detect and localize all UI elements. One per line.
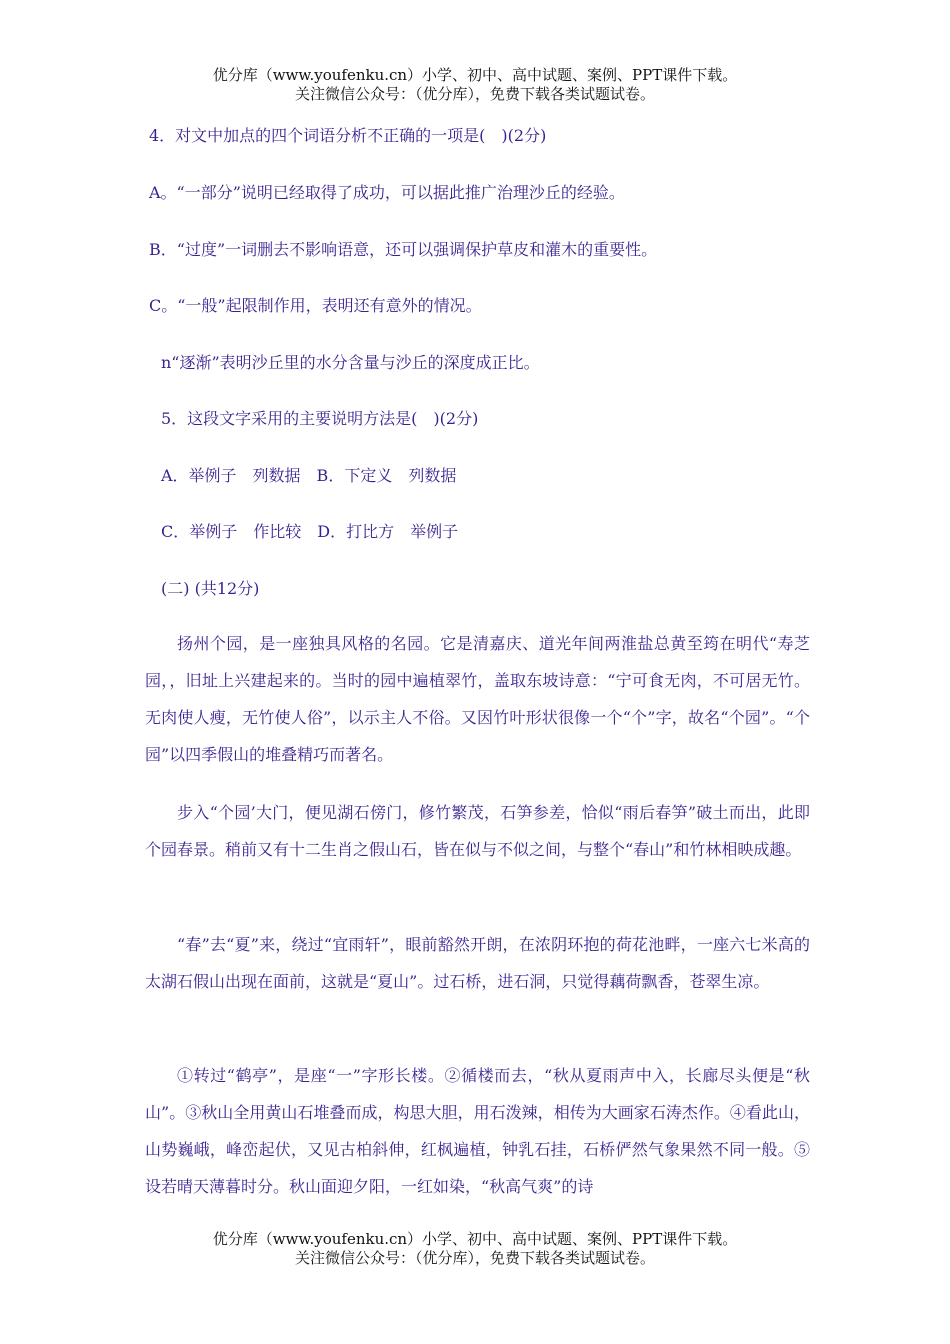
header-line-1: 优分库（www.youfenku.cn）小学、初中、高中试题、案例、PPT课件下载。 — [212, 66, 738, 84]
question-5-options-cd: C．举例子 作比较 D．打比方 举例子 — [161, 522, 459, 541]
question-4-option-a: A。“一部分”说明已经取得了成功，可以据此推广治理沙丘的经验。 — [149, 183, 625, 202]
footer-line-2: 关注微信公众号：（优分库），免费下载各类试题试卷。 — [294, 1249, 655, 1267]
question-4-option-d: n“逐渐”表明沙丘里的水分含量与沙丘的深度成正比。 — [161, 353, 540, 372]
footer-line-1: 优分库（www.youfenku.cn）小学、初中、高中试题、案例、PPT课件下载。 — [212, 1230, 738, 1248]
section-2-title: (二) (共12分) — [161, 579, 260, 598]
page-header — [0, 66, 950, 104]
passage-paragraph-2: 步入“个园’大门，便见湖石傍门，修竹繁茂，石笋参差，恰似“雨后春笋”破土而出，此即个园春景。稍前又有十二生肖之假山石，皆在似与不似之间，与整个“春山”和竹林相映成趣。 — [145, 803, 810, 859]
passage-paragraph-3: “春”去“夏”来，绕过“宜雨轩”，眼前豁然开朗，在浓阴环抱的荷花池畔，一座六七米高的太湖石假山出现在面前，这就是“夏山”。过石桥，进石洞，只觉得藕荷飘香，苍翠生凉。 — [145, 935, 810, 991]
question-4-stem: 4．对文中加点的四个词语分析不正确的一项是( )(2分) — [149, 126, 547, 145]
passage-paragraph-1: 扬州个园，是一座独具风格的名园。它是清嘉庆、道光年间两淮盐总黄至筠在明代“寿芝园，，旧址上兴建起来的。当时的园中遍植翠竹，盖取东坡诗意：“宁可食无肉，不可居无竹。无肉使人瘦，无竹使人俗”，以示主人不俗。又因竹叶形状很像一个“个”字，故名“个园”。“个园”以四季假山的堆叠精巧而著名。 — [145, 634, 810, 764]
question-5-stem: 5．这段文字采用的主要说明方法是( )(2分) — [161, 409, 479, 428]
header-line-2: 关注微信公众号：（优分库），免费下载各类试题试卷。 — [294, 85, 655, 103]
question-4-option-b: B．“过度”一词删去不影响语意，还可以强调保护草皮和灌木的重要性。 — [149, 240, 658, 259]
page-footer — [0, 1230, 950, 1268]
passage-paragraph-4: ①转过“鹤亭”，是座“一”字形长楼。②循楼而去，“秋从夏雨声中入，长廊尽头便是“秋山”。③秋山全用黄山石堆叠而成，构思大胆，用石泼辣，相传为大画家石涛杰作。④看此山，山势巍峨，峰峦起伏，又见古柏斜伸，红枫遍植，钟乳石挂，石桥俨然气象果然不同一般。⑤设若晴天薄暮时分。秋山面迎夕阳，一红如染，“秋高气爽”的诗 — [145, 1066, 810, 1196]
question-5-options-ab: A．举例子 列数据 B．下定义 列数据 — [161, 466, 457, 485]
question-4-option-c: C。“一般”起限制作用，表明还有意外的情况。 — [149, 296, 482, 315]
